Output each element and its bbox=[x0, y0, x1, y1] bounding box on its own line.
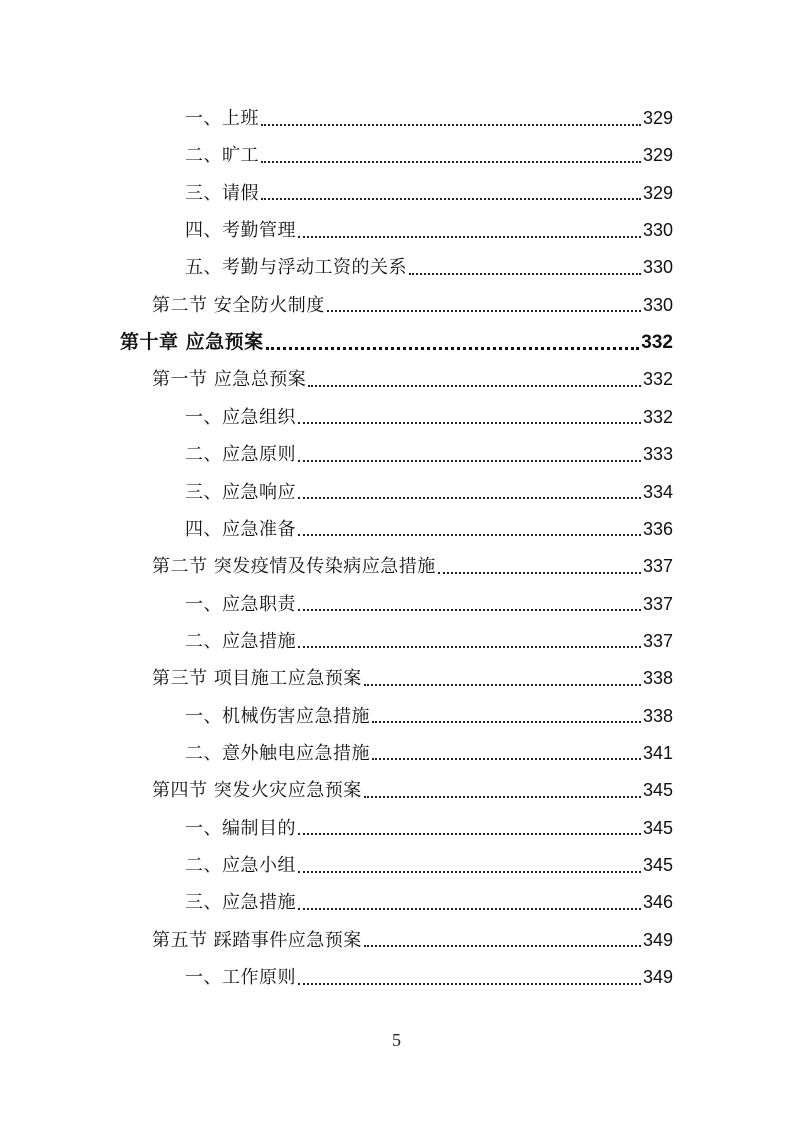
toc-entry-title: 三、请假 bbox=[185, 182, 259, 204]
dot-leader bbox=[372, 721, 641, 723]
toc-entry-page-number: 338 bbox=[642, 668, 673, 689]
toc-entry-title: 第一节 应急总预案 bbox=[152, 369, 307, 391]
toc-entry-title: 二、应急措施 bbox=[185, 630, 296, 652]
dot-leader bbox=[298, 908, 641, 910]
toc-entry-page-number: 330 bbox=[642, 294, 673, 315]
toc-entry-item[interactable] bbox=[185, 847, 673, 884]
dot-leader bbox=[298, 534, 641, 536]
toc-entry-page-number: 345 bbox=[642, 817, 673, 838]
toc-entry-item[interactable] bbox=[185, 586, 673, 623]
toc-entry-title: 第三节 项目施工应急预案 bbox=[152, 668, 362, 690]
dot-leader bbox=[298, 983, 641, 985]
toc-entry-page-number: 334 bbox=[642, 481, 673, 502]
dot-leader bbox=[364, 945, 641, 947]
toc-entry-item[interactable] bbox=[185, 249, 673, 286]
toc-entry-item[interactable] bbox=[185, 399, 673, 436]
dot-leader bbox=[298, 422, 641, 424]
toc-entry-title: 二、应急原则 bbox=[185, 444, 296, 466]
toc-entry-item[interactable] bbox=[185, 175, 673, 212]
toc-entry-title: 一、上班 bbox=[185, 108, 259, 129]
toc-entry-title: 第二节 突发疫情及传染病应急措施 bbox=[152, 556, 436, 578]
toc-entry-title: 第四节 突发火灾应急预案 bbox=[152, 780, 362, 802]
toc-entry-title: 一、工作原则 bbox=[185, 967, 296, 989]
dot-leader bbox=[298, 833, 641, 835]
dot-leader bbox=[261, 198, 641, 200]
toc-entry-title: 三、应急响应 bbox=[185, 481, 296, 503]
dot-leader bbox=[261, 161, 641, 163]
toc-entry-title: 四、考勤管理 bbox=[185, 220, 296, 242]
dot-leader bbox=[298, 497, 641, 499]
dot-leader bbox=[298, 871, 641, 873]
toc-entry-item[interactable] bbox=[185, 511, 673, 548]
dot-leader bbox=[364, 684, 641, 686]
toc-entry-item[interactable] bbox=[185, 623, 673, 660]
dot-leader bbox=[308, 385, 641, 387]
toc-entry-page-number: 330 bbox=[642, 257, 673, 278]
toc-entry-section[interactable] bbox=[152, 772, 673, 809]
toc-entry-title: 第二节 安全防火制度 bbox=[152, 294, 325, 316]
toc-entry-item[interactable] bbox=[185, 735, 673, 772]
dot-leader bbox=[298, 460, 641, 462]
toc-entry-title: 第五节 踩踏事件应急预案 bbox=[152, 929, 362, 951]
toc-entry-page-number: 332 bbox=[642, 369, 673, 390]
toc-entry-title: 二、意外触电应急措施 bbox=[185, 742, 370, 764]
toc-entry-item[interactable] bbox=[185, 100, 673, 137]
dot-leader bbox=[409, 273, 641, 275]
toc-entry-page-number: 330 bbox=[642, 220, 673, 241]
toc-entry-page-number: 345 bbox=[642, 780, 673, 801]
toc-entry-page-number: 338 bbox=[642, 705, 673, 726]
toc-entry-section[interactable] bbox=[152, 922, 673, 959]
toc-entry-page-number: 349 bbox=[642, 967, 673, 988]
toc-entry-title: 三、应急措施 bbox=[185, 892, 296, 914]
toc-entry-section[interactable] bbox=[152, 660, 673, 697]
dot-leader bbox=[364, 796, 641, 798]
toc-entry-page-number: 341 bbox=[642, 742, 673, 763]
toc-entry-title: 一、应急组织 bbox=[185, 406, 296, 428]
toc-entry-item[interactable] bbox=[185, 884, 673, 921]
toc-entry-title: 二、旷工 bbox=[185, 145, 259, 167]
toc-entry-page-number: 332 bbox=[641, 332, 673, 354]
dot-leader bbox=[298, 609, 641, 611]
toc-entry-title: 一、应急职责 bbox=[185, 593, 296, 615]
toc-entry-page-number: 345 bbox=[642, 855, 673, 875]
toc-entry-item[interactable] bbox=[185, 959, 673, 996]
toc-entry-title: 一、编制目的 bbox=[185, 817, 296, 839]
toc-entry-section[interactable] bbox=[152, 548, 673, 585]
toc-entry-page-number: 329 bbox=[642, 145, 673, 166]
toc-entry-item[interactable] bbox=[185, 436, 673, 473]
toc-entry-item[interactable] bbox=[185, 698, 673, 735]
dot-leader bbox=[327, 310, 641, 312]
toc-entry-page-number: 337 bbox=[642, 593, 673, 614]
toc-entry-chapter[interactable] bbox=[120, 324, 673, 361]
toc-entry-section[interactable] bbox=[152, 287, 673, 324]
toc-entry-item[interactable] bbox=[185, 810, 673, 847]
toc-entry-item[interactable] bbox=[185, 212, 673, 249]
toc-entry-page-number: 329 bbox=[642, 108, 673, 128]
toc-entry-page-number: 349 bbox=[642, 929, 673, 950]
dot-leader bbox=[261, 124, 641, 126]
dot-leader bbox=[298, 646, 641, 648]
toc-entry-page-number: 337 bbox=[642, 556, 673, 577]
toc-entry-title: 第十章 应急预案 bbox=[120, 331, 264, 354]
toc-entry-page-number: 336 bbox=[642, 518, 673, 539]
toc-entry-page-number: 346 bbox=[642, 892, 673, 913]
dot-leader bbox=[438, 572, 641, 574]
toc-entry-page-number: 337 bbox=[642, 630, 673, 651]
toc-entry-item[interactable] bbox=[185, 474, 673, 511]
toc-entry-title: 二、应急小组 bbox=[185, 855, 296, 876]
toc-entry-section[interactable] bbox=[152, 361, 673, 398]
toc-entry-page-number: 333 bbox=[642, 444, 673, 465]
dot-leader bbox=[266, 347, 640, 350]
toc-entry-title: 一、机械伤害应急措施 bbox=[185, 705, 370, 727]
toc-entry-page-number: 329 bbox=[642, 182, 673, 203]
toc-entry-title: 五、考勤与浮动工资的关系 bbox=[185, 257, 407, 279]
page-number: 5 bbox=[392, 1030, 401, 1050]
toc-entry-item[interactable] bbox=[185, 137, 673, 174]
toc-entry-page-number: 332 bbox=[642, 406, 673, 427]
dot-leader bbox=[372, 758, 641, 760]
toc-entry-title: 四、应急准备 bbox=[185, 518, 296, 540]
dot-leader bbox=[298, 236, 641, 238]
